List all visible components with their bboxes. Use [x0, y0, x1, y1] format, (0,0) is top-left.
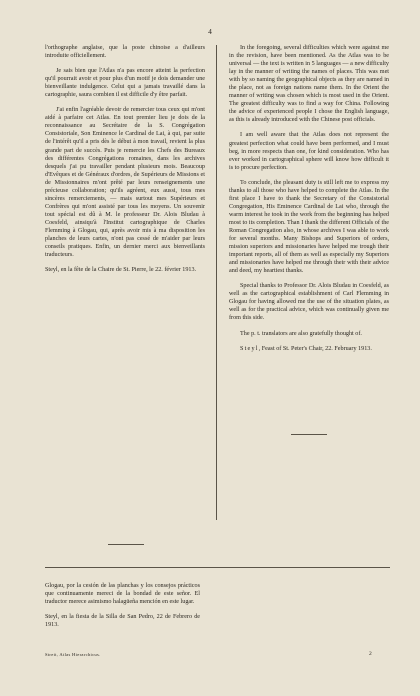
section-separator	[45, 567, 390, 568]
paragraph: J'ai enfin l'agréable devoir de remercier tous ceux qui m'ont aidé à parfaire cet Atlas. En tout premier lieu je dois de la reconnaissance au Secrétaire de la S. Congrégation Consistoriale, Son Eminence le Cardinal de Lai, à qui, par suite de l'intérêt qu'il a pris dès le début à mon travail, revient la plus grande part de succès. Puis je remercie les Chefs des Bureaux des différentes Congrégations romaines, dans les archives desquels j'ai pu travailler pendant plusieurs mois. Beaucoup d'Evêques et de Généraux d'ordres, de Supérieurs de Missions et de Missionnaires m'ont prêté par leurs renseignements une précieuse collaboration; qu'ils agréent, eux aussi, tous mes sincères remerciements, — mais surtout mes Supérieurs et Confrères qui m'ont assisté par tous les moyens. Un souvenir tout spécial est dû à M. le professeur Dr. Alois Bludau à Coesfeld, ainsiqu'à l'Institut cartographique de Charles Flemming à Glogau, qui, après avoir mis à ma disposition les planches de leurs cartes, n'ont pas cessé de m'aider par leurs conseils pratiques. Enfin, un dernier merci aux bienveillants traducteurs.	[45, 107, 205, 259]
footer-signature: Streit, Atlas Hierarchicus.	[45, 652, 101, 657]
paragraph: To conclude, the pleasant duty is still left me to express my thanks to all those who have helped to complete the Atlas. In the first place I have to thank the Secretary of the Consistorial Congregation, His Eminence Cardinal de Lai who, through the warm interest he took in the work from the beginning has helped most to its completion. Than I thank the different Officials of the Roman Congregation also, in whose archives I was able to work for several months. Many Bishops and Superiors of orders, mission superiors and missionaries have helped me trough their important reports, all of them as well as especially my Superiors and missionaries have helped me through their with their advice and deed, my heartiest thanks.	[229, 179, 389, 275]
french-column	[45, 44, 205, 281]
signature-line: Steyl, en la fiesta de la Silla de San Pedro, 22 de Febrero de 1913.	[45, 614, 200, 629]
english-column	[229, 44, 389, 360]
footer-page-number: 2	[369, 651, 372, 657]
signature-line: Steyl, en la fête de la Chaire de St. Pierre, le 22. février 1913.	[45, 267, 197, 274]
paragraph: Glogau, por la cesión de las planchas y los consejos prácticos que continuamente mereci de la bondad de este señor. El traductor merece asimismo halagüeña mención en este lugar.	[45, 583, 200, 606]
signature-date: , Feast of St. Peter's Chair, 22. February 1913.	[258, 345, 372, 352]
paragraph: Special thanks to Professor Dr. Alois Bludau in Coesfeld, as well as the cartographical establishment of Carl Flemming in Glogau for having allowed me the use of the situation plates, as well as for the practical advice, which was continually given me from this side.	[229, 283, 389, 322]
paragraph: Je sais bien que l'Atlas n'a pas encore atteint la perfection qu'il pourrait avoir et pour plus d'un motif je dois demander une bienveillante indulgence. Celui qui a jamais travaillé dans la cartographie, saura combien il est difficile d'y être parfait.	[45, 68, 205, 99]
page-number-top: 4	[208, 27, 212, 36]
paragraph: I am well aware that the Atlas does not represent the greatest perfection what could have been performed, and I must beg, in more respects than one, for kind consideration. Who has ever worked in cartographical sphere will know how difficult it is to procure perfection.	[229, 132, 389, 171]
signature-place: Steyl	[240, 345, 259, 352]
paragraph: In the foregoing, several difficulties which were against me in the revision, have been mentioned. As the Atlas was to be universal — the text is written in 5 languages — a new difficulty lay in the manner of writing the names of places. This was met with by so naming the geographical objects as they are named in the place, not as foreign nations name them. In the Orient the manner of writing was chosen which is most used in the Orient. The greatest difficulty was to find a way for China. Following the advice of experienced people I chose the English language, as this is already introduced with the Chinese post officials.	[229, 45, 389, 124]
end-rule	[291, 434, 327, 435]
paragraph: The p. t. translators are also gratefully thought of.	[240, 330, 362, 337]
spanish-column	[45, 582, 200, 636]
end-rule	[108, 544, 144, 545]
signature-line	[229, 345, 389, 353]
column-divider	[216, 45, 217, 520]
paragraph: l'orthographe anglaise, que la poste chinoise a d'ailleurs introduite officiellement.	[45, 45, 205, 60]
